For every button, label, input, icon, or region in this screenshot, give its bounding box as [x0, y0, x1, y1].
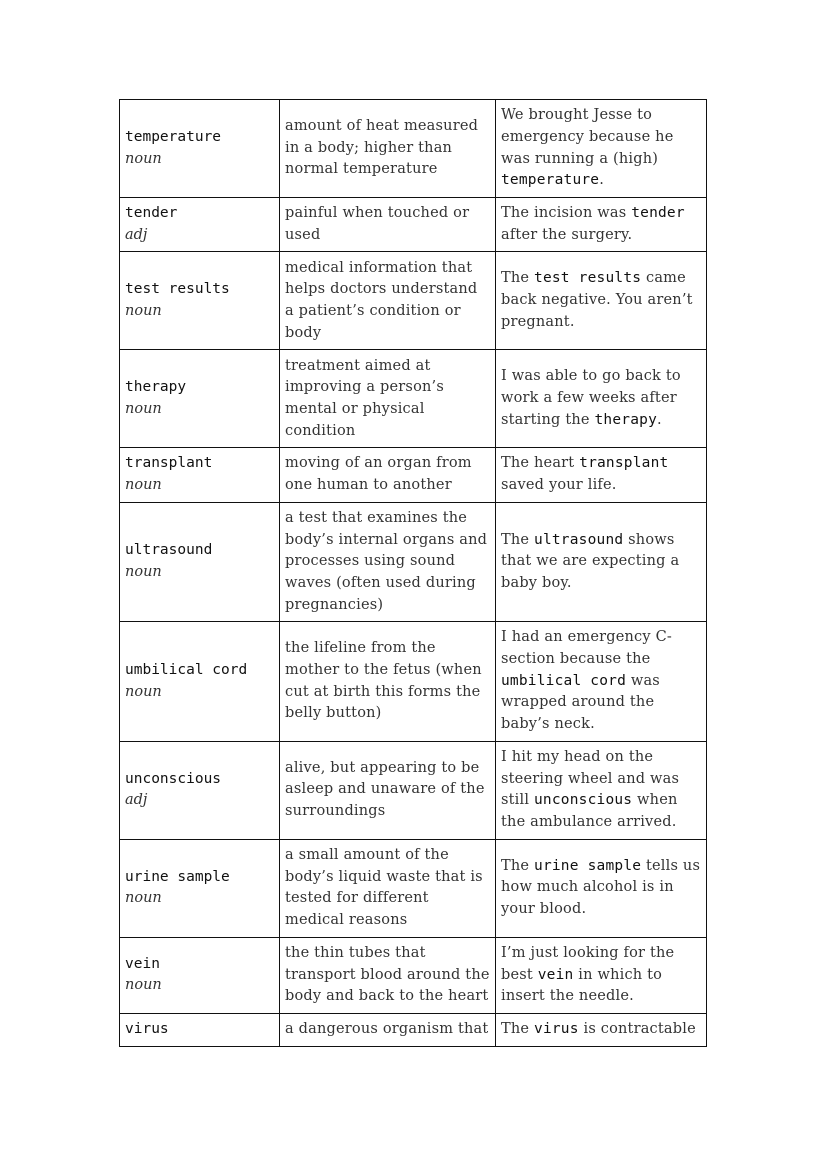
example-highlighted-term: test results: [534, 270, 642, 287]
term: therapy: [125, 379, 187, 396]
definition-cell: [280, 252, 496, 350]
example-text-before: I was able to go back to work a few weeks after starting the: [501, 368, 681, 428]
example-text-after: is contractable: [578, 1020, 696, 1037]
part-of-speech: noun: [125, 400, 162, 417]
glossary-body: [120, 100, 707, 1047]
example-text-before: The: [501, 531, 535, 548]
example-cell: [496, 502, 707, 622]
term-cell: [120, 839, 280, 937]
definition: a dangerous organism that: [285, 1020, 489, 1037]
definition: medical information that helps doctors understand a patient’s condition or body: [285, 259, 478, 341]
example-text-before: The heart: [501, 455, 580, 472]
glossary-row: [120, 100, 707, 198]
example-highlighted-term: therapy: [594, 411, 658, 428]
term: umbilical cord: [125, 661, 248, 678]
example-highlighted-term: temperature: [501, 172, 600, 189]
term: virus: [125, 1020, 169, 1037]
glossary-row: [120, 198, 707, 252]
example-text-before: The: [501, 857, 535, 874]
example-highlighted-term: transplant: [579, 455, 669, 472]
example-text-before: The: [501, 270, 535, 287]
definition-cell: [280, 1013, 496, 1046]
example-text-before: The incision was: [501, 205, 632, 221]
part-of-speech: noun: [125, 564, 162, 581]
example-highlighted-term: urine sample: [534, 857, 642, 874]
term-cell: [120, 1013, 280, 1046]
definition-cell: [280, 622, 496, 742]
example-highlighted-term: unconscious: [534, 792, 633, 809]
example-cell: [496, 100, 707, 198]
term: vein: [125, 955, 160, 972]
definition-cell: [280, 502, 496, 622]
part-of-speech: noun: [125, 302, 162, 319]
example-text-before: We brought Jesse to emergency because he was running a (high): [501, 107, 674, 167]
term-cell: [120, 741, 280, 839]
definition-cell: [280, 198, 496, 252]
example-cell: [496, 622, 707, 742]
part-of-speech: noun: [125, 977, 162, 994]
term-cell: [120, 937, 280, 1013]
example-cell: [496, 448, 707, 502]
example-text-after: .: [599, 172, 605, 189]
term-cell: [120, 100, 280, 198]
definition-cell: [280, 448, 496, 502]
example-text-after: in which to insert the needle.: [501, 966, 663, 1005]
definition-cell: [280, 839, 496, 937]
definition: painful when touched or used: [285, 205, 470, 243]
part-of-speech: noun: [125, 683, 162, 700]
term: ultrasound: [125, 542, 213, 559]
definition-cell: [280, 350, 496, 448]
term-cell: [120, 622, 280, 742]
part-of-speech: noun: [125, 150, 162, 167]
glossary-row: [120, 622, 707, 742]
term: unconscious: [125, 770, 222, 787]
term-cell: [120, 448, 280, 502]
example-cell: [496, 252, 707, 350]
example-text-before: I’m just looking for the best: [501, 944, 675, 983]
example-text-after: came back negative. You aren’t pregnant.: [501, 270, 693, 330]
part-of-speech: adj: [125, 792, 148, 809]
example-cell: [496, 350, 707, 448]
part-of-speech: noun: [125, 890, 162, 907]
example-highlighted-term: tender: [631, 205, 685, 221]
glossary-row: [120, 741, 707, 839]
definition: a small amount of the body’s liquid waste that is tested for different medical reasons: [285, 846, 483, 929]
example-highlighted-term: ultrasound: [534, 531, 624, 548]
example-text-after: .: [657, 411, 662, 428]
example-highlighted-term: vein: [537, 966, 574, 983]
term-cell: [120, 350, 280, 448]
term: transplant: [125, 455, 213, 472]
glossary-row: [120, 937, 707, 1013]
definition-cell: [280, 741, 496, 839]
example-cell: [496, 198, 707, 252]
definition: the lifeline from the mother to the fetus (when cut at birth this forms the belly button): [285, 640, 482, 722]
part-of-speech: noun: [125, 477, 162, 494]
glossary-row: [120, 502, 707, 622]
example-cell: [496, 839, 707, 937]
example-text-before: The: [501, 1020, 535, 1037]
definition: moving of an organ from one human to another: [285, 455, 472, 494]
glossary-row: [120, 839, 707, 937]
example-text-after: was wrapped around the baby’s neck.: [501, 672, 660, 733]
example-text-before: I hit my head on the steering wheel and was still: [501, 748, 680, 809]
term: temperature: [125, 128, 222, 145]
part-of-speech: adj: [125, 226, 148, 243]
example-cell: [496, 1013, 707, 1046]
term: test results: [125, 281, 230, 298]
example-text-after: after the surgery.: [501, 226, 633, 243]
example-cell: [496, 741, 707, 839]
definition: treatment aimed at improving a person’s mental or physical condition: [285, 357, 444, 439]
definition: the thin tubes that transport blood around the body and back to the heart: [285, 944, 490, 1005]
term: tender: [125, 205, 178, 221]
example-text-after: shows that we are expecting a baby boy.: [501, 531, 680, 591]
definition-cell: [280, 100, 496, 198]
example-cell: [496, 937, 707, 1013]
definition: amount of heat measured in a body; higher than normal temperature: [285, 117, 479, 178]
term-cell: [120, 198, 280, 252]
glossary-row: [120, 350, 707, 448]
definition: alive, but appearing to be asleep and unaware of the surroundings: [285, 759, 485, 820]
term-cell: [120, 502, 280, 622]
example-highlighted-term: umbilical cord: [501, 672, 627, 689]
example-text-after: saved your life.: [501, 477, 617, 494]
glossary-row: [120, 448, 707, 502]
term-cell: [120, 252, 280, 350]
example-text-after: tells us how much alcohol is in your blood.: [501, 857, 701, 918]
glossary-table: [119, 99, 707, 1047]
definition-cell: [280, 937, 496, 1013]
example-text-after: when the ambulance arrived.: [501, 792, 678, 831]
term: urine sample: [125, 868, 230, 885]
definition: a test that examines the body’s internal organs and processes using sound waves (often used during pregnancies): [285, 509, 488, 613]
glossary-row: [120, 1013, 707, 1046]
example-highlighted-term: virus: [534, 1020, 579, 1037]
glossary-row: [120, 252, 707, 350]
example-text-before: I had an emergency C-section because the: [501, 629, 672, 668]
